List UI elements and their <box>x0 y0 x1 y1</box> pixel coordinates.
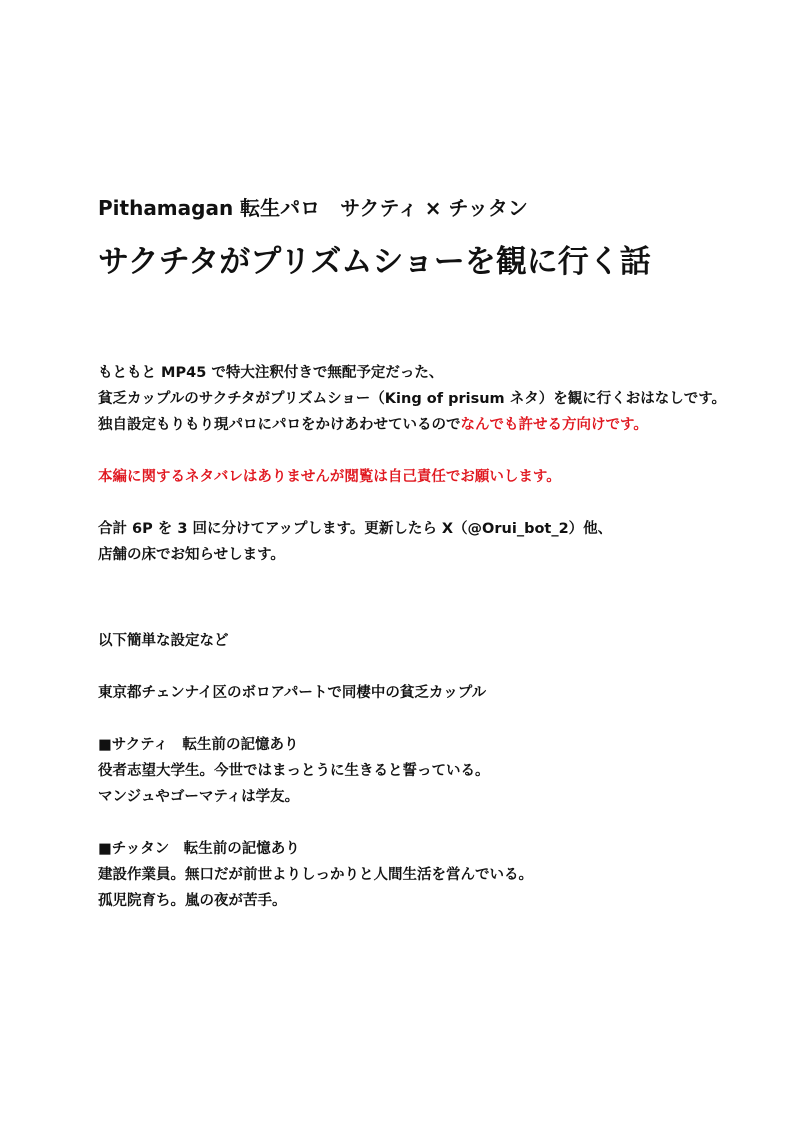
setting-place-text: 東京都チェンナイ区のボロアパートで同棲中の貧乏カップル <box>98 685 487 701</box>
character-sakuthi-line-2: マンジュやゴーマティは学友。 <box>98 789 300 805</box>
character-sakuthi <box>98 732 778 810</box>
schedule-line-2: 店舗の床でお知らせします。 <box>98 547 285 563</box>
setting-place <box>98 680 778 706</box>
intro-line-3-highlight: なんでも許せる方向けです。 <box>460 417 648 433</box>
settings-heading <box>98 628 778 654</box>
intro-line-3-plain: 独自設定もりもり現パロにパロをかけあわせているので <box>98 417 461 433</box>
intro-line-1: もともと MP45 で特大注釈付きで無配予定だった、 <box>98 365 444 381</box>
schedule-paragraph <box>98 516 778 568</box>
schedule-line-1: 合計 6P を 3 回に分けてアップします。更新したら X（@Orui_bot_2）他、 <box>98 521 613 537</box>
intro-line-3 <box>98 412 778 438</box>
character-sakuthi-header: ■サクティ 転生前の記憶あり <box>98 737 299 753</box>
spoiler-warning-text: 本編に関するネタバレはありませんが閲覧は自己責任でお願いします。 <box>98 469 561 485</box>
intro-paragraph <box>98 360 778 438</box>
character-chittan-line-1: 建設作業員。無口だが前世よりしっかりと人間生活を営んでいる。 <box>98 867 533 883</box>
spoiler-warning <box>98 464 778 490</box>
character-chittan-header: ■チッタン 転生前の記憶あり <box>98 841 300 857</box>
page-title: サクチタがプリズムショーを観に行く話 <box>98 244 651 280</box>
settings-heading-text: 以下簡単な設定など <box>98 633 229 649</box>
character-sakuthi-line-1: 役者志望大学生。今世ではまっとうに生きると誓っている。 <box>98 763 490 779</box>
character-chittan <box>98 836 778 914</box>
intro-line-2: 貧乏カップルのサクチタがプリズムショー（King of prisum ネタ）を観に行くおはなしです。 <box>98 391 727 407</box>
subtitle: Pithamagan 転生パロ サクティ × チッタン <box>98 196 528 220</box>
character-chittan-line-2: 孤児院育ち。嵐の夜が苦手。 <box>98 893 287 909</box>
